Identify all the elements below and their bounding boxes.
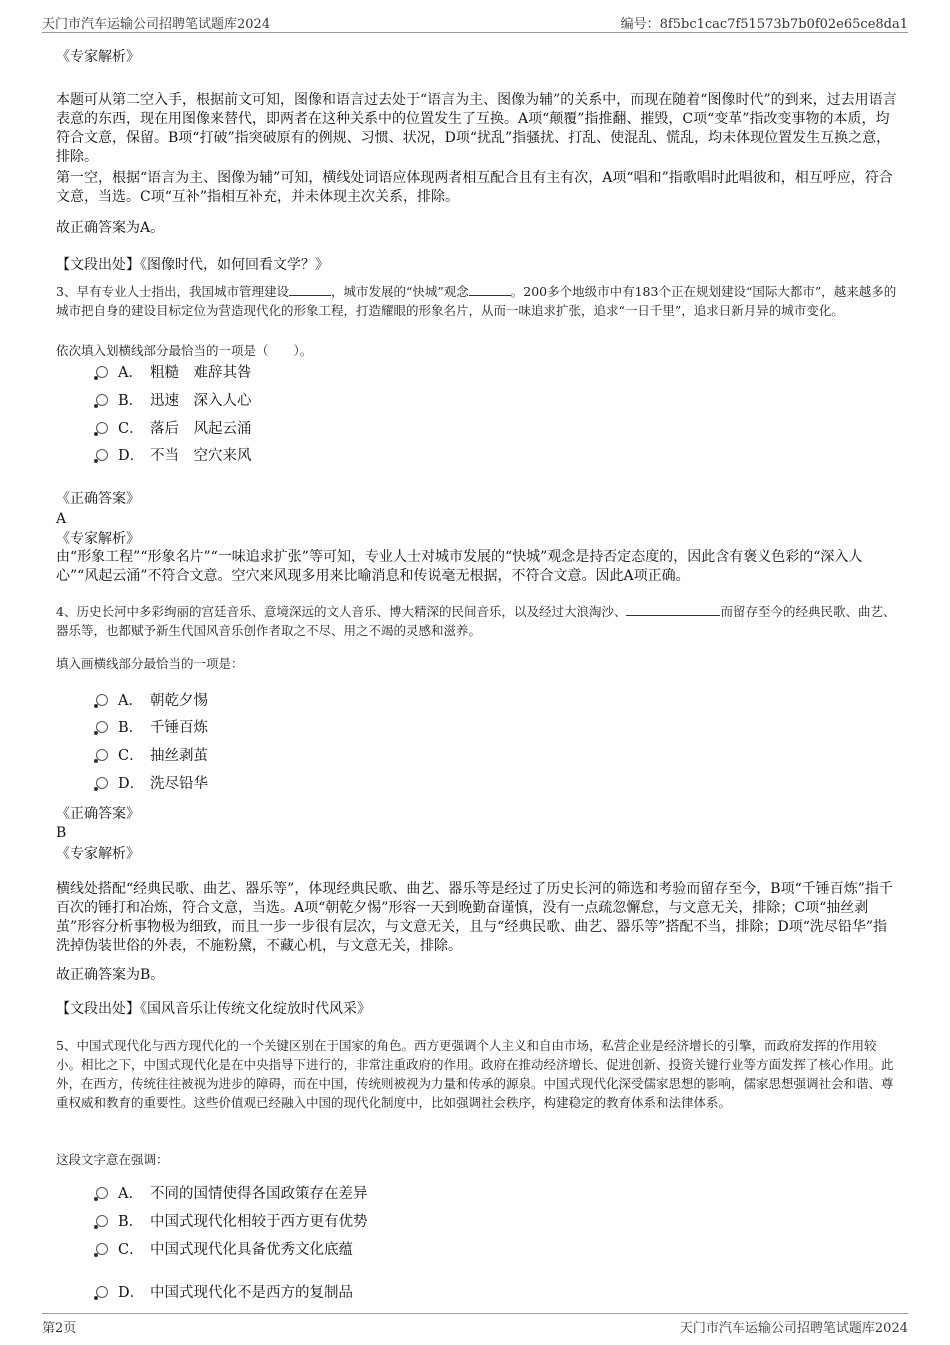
prev-expert-label: 《专家解析》	[56, 49, 140, 65]
q5-option-c[interactable]: C． 中国式现代化具备优秀文化底蕴	[96, 1239, 353, 1261]
q4-ask: 填入画横线部分最恰当的一项是：	[56, 656, 244, 671]
prev-conclusion: 故正确答案为A。	[56, 220, 165, 236]
radio-icon[interactable]	[96, 1215, 108, 1227]
q3-analysis: 由“形象工程”“形象名片”“一味追求扩张”等可知，专业人士对城市发展的“快城”观念是持否定态度的，因此含有褒义色彩的“深入人心”“风起云涌”不符合文意。空穴来风现多用来比喻消息和传说毫无根据，不符合文意。因此A项正确。	[56, 549, 863, 584]
q4-blank	[626, 603, 720, 616]
radio-icon[interactable]	[96, 1187, 108, 1199]
q3-stem: 3、早有专业人士指出，我国城市管理建设 ，城市发展的“快城”观念 。200多个地级市中有183个正在规划建设“国际大都市”，越来越多的城市把自身的建设目标定位为营造现代化的形象工程，打造耀眼的形象名片，从而一味追求扩张，追求“一日千里”，追求日新月异的城市变化。	[56, 284, 897, 318]
q4-analysis: 横线处搭配“经典民歌、曲艺、器乐等”，体现经典民歌、曲艺、器乐等是经过了历史长河的筛选和考验而留存至今，B项“千锤百炼”指千百次的锤打和冶炼，符合文意，当选。A项“朝乾夕惕”形容一天到晚勤奋谨慎，没有一点疏忽懈怠，与文意无关，排除；C项“抽丝剥茧”形容分析事物极为细致，而且一步一步很有层次，与文意无关，且与“经典民歌、曲艺、器乐等”搭配不当，排除；D项“洗尽铅华”指洗掉伪装世俗的外表，不施粉黛，不藏心机，与文意无关，排除。	[56, 881, 893, 954]
radio-icon[interactable]	[96, 422, 108, 434]
radio-icon[interactable]	[96, 366, 108, 378]
header-serial: 编号：8f5bc1cac7f51573b7b0f02e65ce8da1	[620, 17, 908, 32]
prev-analysis-2: 第一空，根据“语言为主、图像为辅”可知，横线处词语应体现两者相互配合且有主有次，A项“唱和”指歌唱时此唱彼和，相互呼应，符合文意，当选。C项“互补”指相互补充，并未体现主次关系，排除。	[56, 170, 893, 205]
radio-icon[interactable]	[96, 394, 108, 406]
prev-source: 【文段出处】《图像时代，如何回看文学？》	[56, 257, 329, 273]
q3-option-a[interactable]: A． 粗糙 难辞其咎	[96, 362, 252, 384]
radio-icon[interactable]	[96, 449, 108, 461]
q3-answer: A	[56, 511, 67, 527]
radio-icon[interactable]	[96, 777, 108, 789]
radio-icon[interactable]	[96, 1286, 108, 1298]
q3-answer-label: 《正确答案》	[56, 491, 140, 507]
radio-icon[interactable]	[96, 694, 108, 706]
page-header	[42, 10, 908, 33]
q3-blank-1	[289, 283, 331, 296]
q3-ask: 依次填入划横线部分最恰当的一项是（ ）。	[56, 343, 313, 358]
q4-source: 【文段出处】《国风音乐让传统文化绽放时代风采》	[56, 1001, 371, 1017]
q4-conclusion: 故正确答案为B。	[56, 967, 165, 983]
q5-option-d[interactable]: D． 中国式现代化不是西方的复制品	[96, 1282, 353, 1304]
q5-stem: 5、中国式现代化与西方现代化的一个关键区别在于国家的角色。西方更强调个人主义和自由市场，私营企业是经济增长的引擎，而政府发挥的作用较小。相比之下，中国式现代化是在中央指导下进行的，非常注重政府的作用。政府在推动经济增长、促进创新、投资关键行业等方面发挥了核心作用。此外，在西方，传统往往被视为进步的障碍，而在中国，传统则被视为力量和传承的源泉。中国式现代化深受儒家思想的影响，儒家思想强调社会和谐、尊重权威和教育的重要性。这些价值观已经融入中国的现代化制度中，比如强调社会秩序，构建稳定的教育体系和法律体系。	[56, 1038, 894, 1110]
header-title: 天门市汽车运输公司招聘笔试题库2024	[42, 17, 271, 32]
footer-page-number: 第2页	[42, 1321, 77, 1336]
q4-expert-label: 《专家解析》	[56, 846, 140, 862]
radio-icon[interactable]	[96, 749, 108, 761]
q4-answer: B	[56, 825, 67, 841]
q5-ask: 这段文字意在强调：	[56, 1152, 169, 1167]
radio-icon[interactable]	[96, 1243, 108, 1255]
radio-icon[interactable]	[96, 721, 108, 733]
q3-blank-2	[469, 283, 511, 296]
prev-analysis-1: 本题可从第二空入手，根据前文可知，图像和语言过去处于“语言为主、图像为辅”的关系中，而现在随着“图像时代”的到来，过去用语言表意的东西，现在用图像来替代，即两者在这种关系中的位置发生了互换。A项“颠覆”指推翻、摧毁，C项“变革”指改变事物的本质，均符合文意，保留。B项“打破”指突破原有的例规、习惯、状况，D项“扰乱”指骚扰、打乱、使混乱、慌乱，均未体现位置发生互换之意，排除。	[56, 92, 897, 165]
q4-option-c[interactable]: C． 抽丝剥茧	[96, 745, 208, 767]
q5-option-a[interactable]: A． 不同的国情使得各国政策存在差异	[96, 1183, 368, 1205]
q4-option-a[interactable]: A． 朝乾夕惕	[96, 690, 208, 712]
q4-answer-label: 《正确答案》	[56, 806, 140, 822]
q4-option-d[interactable]: D． 洗尽铅华	[96, 773, 208, 795]
q3-option-c[interactable]: C． 落后 风起云涌	[96, 418, 252, 440]
q3-option-b[interactable]: B． 迅速 深入人心	[96, 390, 252, 412]
q4-option-b[interactable]: B． 千锤百炼	[96, 717, 208, 739]
q4-stem: 4、历史长河中多彩绚丽的宫廷音乐、意境深远的文人音乐、博大精深的民间音乐，以及经过大浪淘沙、 而留存至今的经典民歌、曲艺、器乐等，也都赋予新生代国风音乐创作者取之不尽、用之不竭的灵感和滋养。	[56, 604, 896, 638]
q3-expert-label: 《专家解析》	[56, 531, 140, 547]
footer-title: 天门市汽车运输公司招聘笔试题库2024	[679, 1321, 908, 1336]
q5-option-b[interactable]: B． 中国式现代化相较于西方更有优势	[96, 1211, 368, 1233]
page-footer	[42, 1313, 908, 1338]
q3-option-d[interactable]: D． 不当 空穴来风	[96, 445, 252, 467]
